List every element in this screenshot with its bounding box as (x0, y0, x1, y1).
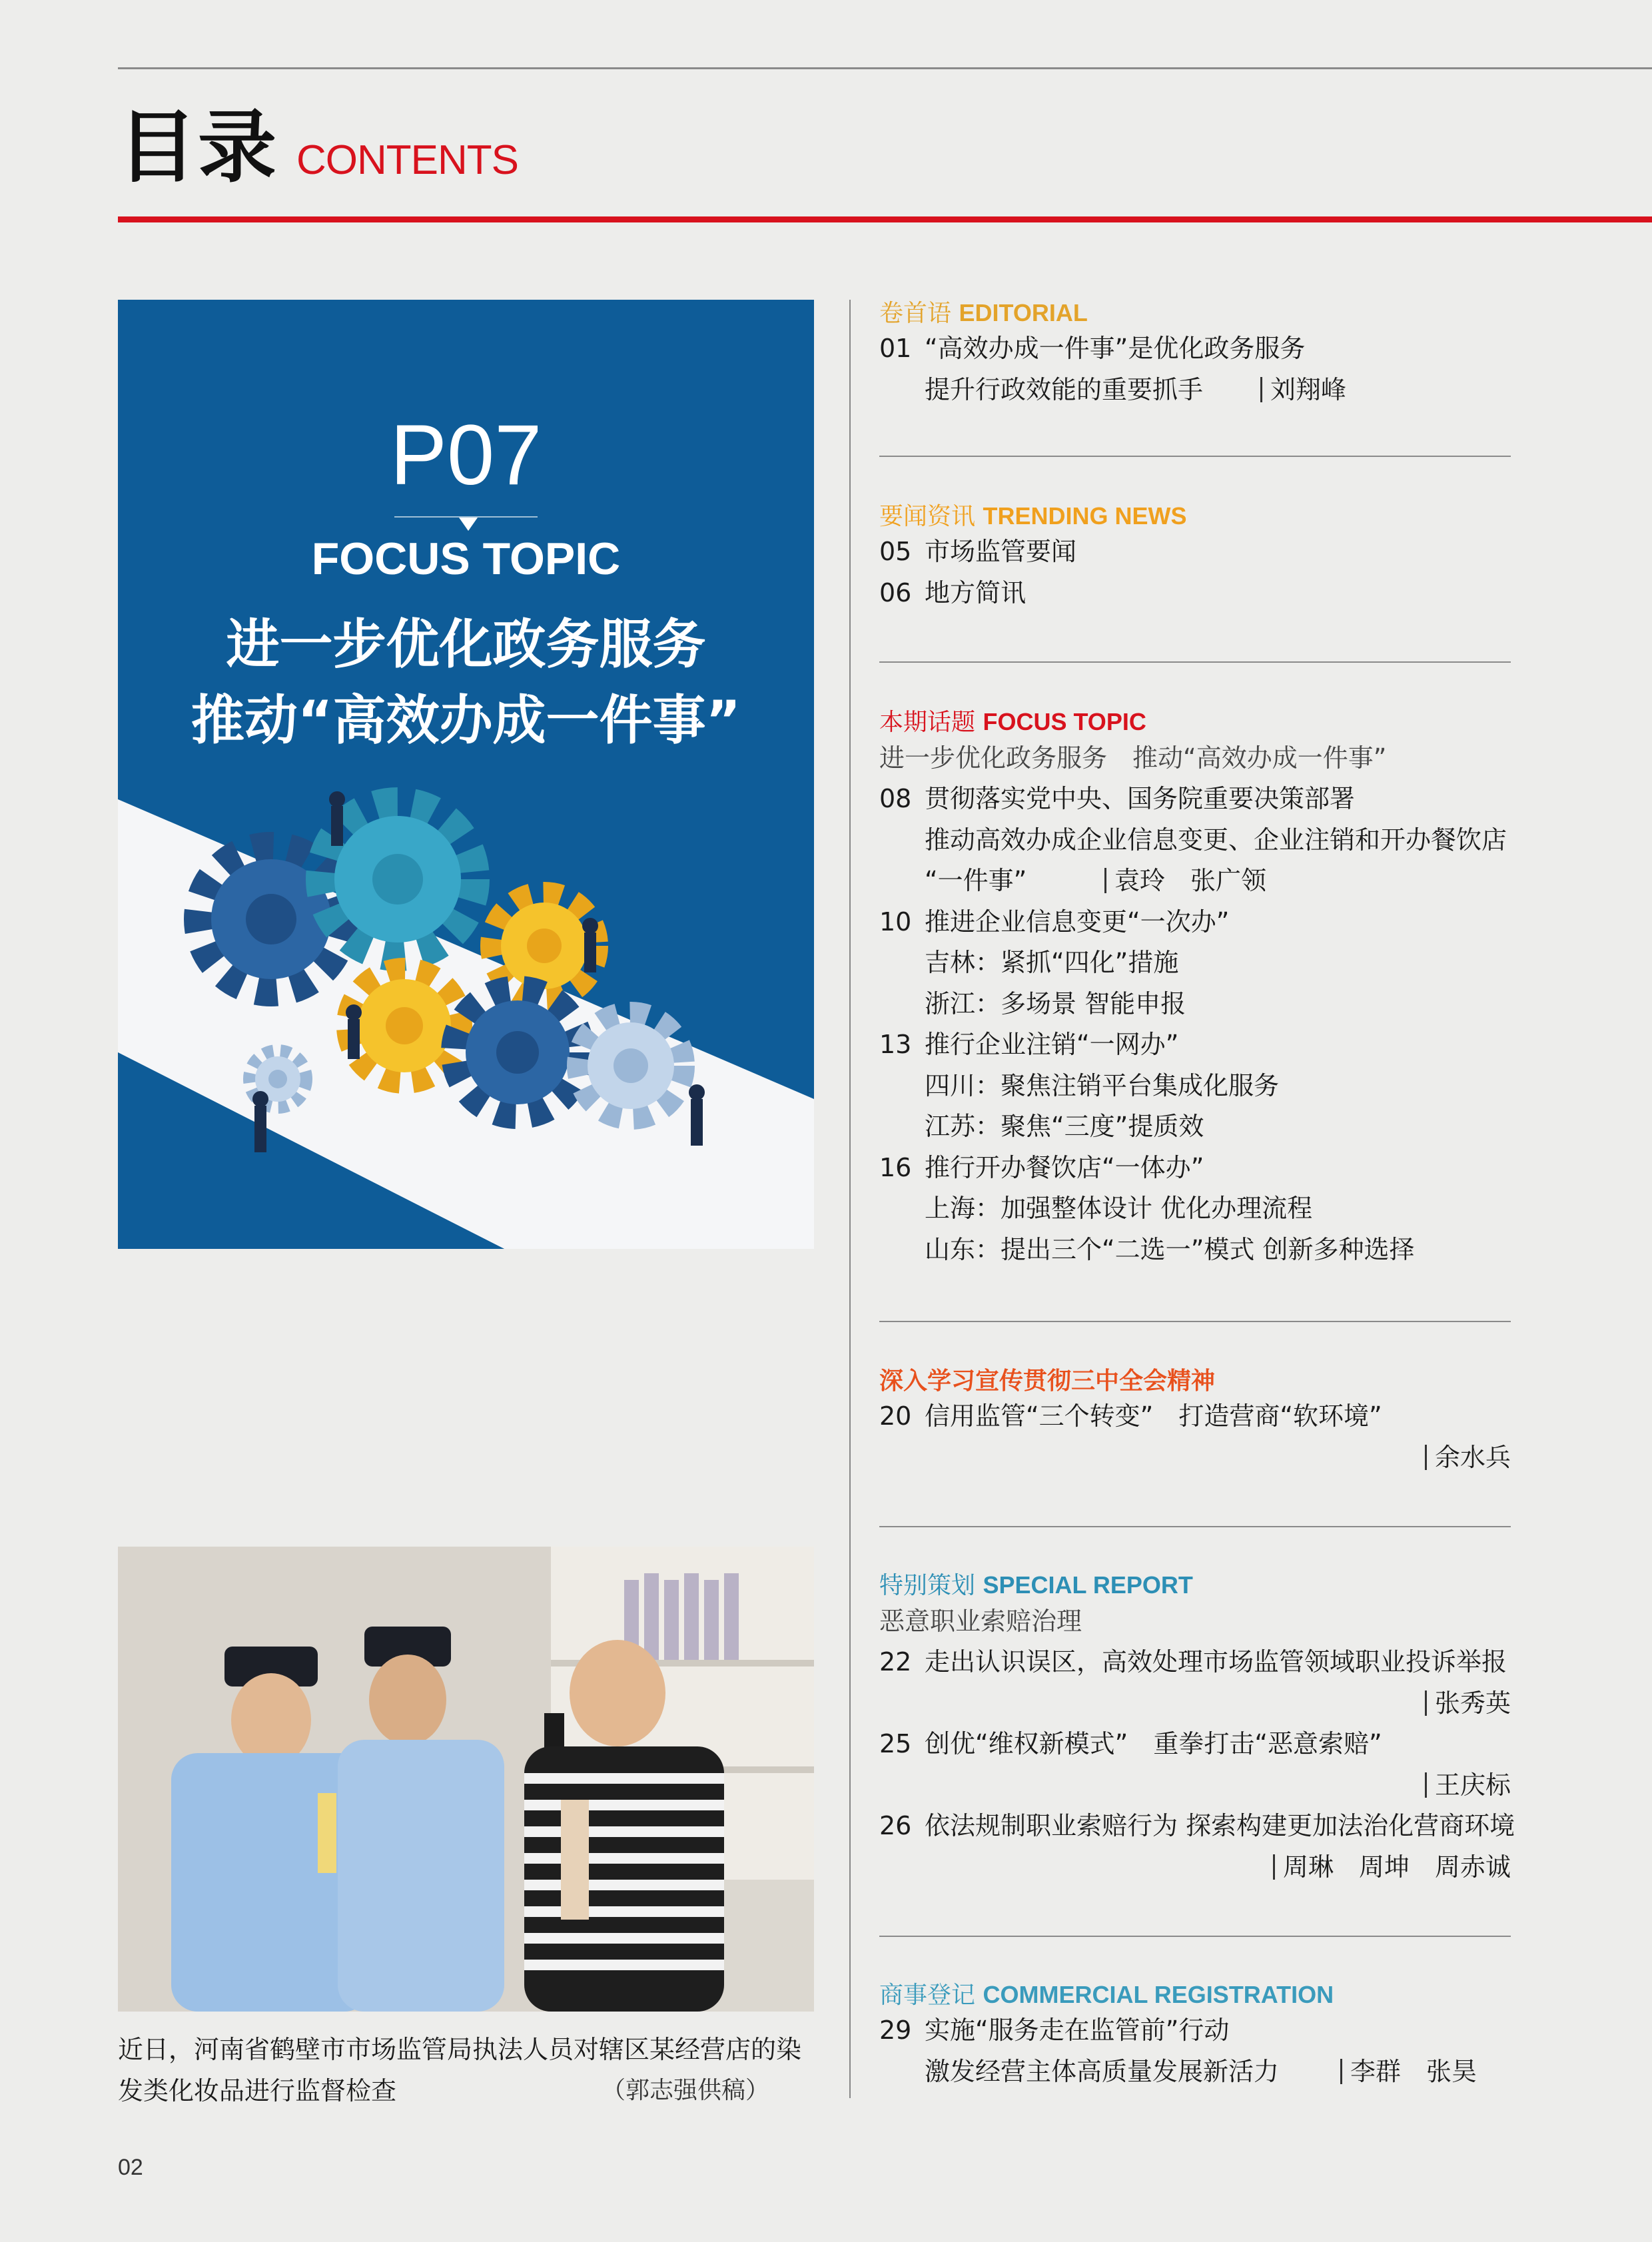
entry-title: “一件事” (925, 866, 1027, 895)
entry-title: 上海：加强整体设计 优化办理流程 (925, 1194, 1313, 1223)
toc-subentry[interactable] (879, 942, 1511, 984)
toc-entry[interactable] (879, 779, 1511, 820)
toc-section-editorial (879, 298, 1511, 410)
entry-page-number: 25 (879, 1729, 912, 1758)
entry-title: 四川：聚焦注销平台集成化服务 (925, 1070, 1280, 1100)
toc-entry-continued[interactable] (879, 861, 1511, 902)
entry-title: “高效办成一件事”是优化政务服务 (925, 334, 1306, 363)
entry-title: 推进企业信息变更“一次办” (925, 907, 1230, 936)
toc-entry[interactable] (879, 1148, 1511, 1189)
section-separator (879, 1936, 1511, 1937)
toc-entry-author-line (879, 1437, 1511, 1479)
author-name: 刘翔峰 (1270, 374, 1347, 404)
entry-title: 山东：提出三个“二选一”模式 创新多种选择 (925, 1234, 1415, 1264)
entry-page-number: 08 (879, 784, 912, 813)
entry-page-number: 26 (879, 1811, 912, 1840)
section-heading-en: EDITORIAL (959, 299, 1088, 326)
toc-entry[interactable] (879, 2010, 1511, 2052)
entry-title: 实施“服务走在监管前”行动 (925, 2016, 1230, 2045)
author-name: 王庆标 (1434, 1770, 1511, 1800)
section-heading-special (879, 1571, 1511, 1601)
section-heading-cn: 商事登记 (879, 1982, 976, 2009)
section-heading-cn: 特别策划 (879, 1572, 976, 1599)
entry-author (1104, 861, 1266, 902)
section-subtitle: 恶意职业索赔治理 (879, 1607, 1082, 1636)
entry-page-number: 16 (879, 1152, 912, 1182)
entry-title: 市场监管要闻 (925, 537, 1077, 566)
toc-entry-continued[interactable] (879, 370, 1511, 411)
author-name: 张秀英 (1434, 1688, 1511, 1718)
toc-subentry[interactable] (879, 1188, 1511, 1230)
section-heading-en: SPECIAL REPORT (983, 1571, 1193, 1599)
inspection-photo-illustration (118, 1547, 814, 2012)
entry-title: 依法规制职业索赔行为 探索构建更加法治化营商环境 (925, 1811, 1515, 1840)
toc-section-trending (879, 502, 1511, 613)
section-heading-en: TRENDING NEWS (983, 502, 1187, 530)
toc-section-study (879, 1367, 1511, 1478)
toc-section-commercial (879, 1980, 1511, 2092)
focus-topic-cover[interactable] (118, 300, 814, 1249)
entry-title: 创优“维权新模式” 重拳打击“恶意索赔” (925, 1729, 1382, 1758)
toc-subentry[interactable] (879, 1106, 1511, 1148)
entry-page-number: 06 (879, 577, 912, 607)
toc-entry[interactable] (879, 1806, 1515, 1847)
section-heading-study: 深入学习宣传贯彻三中全会精神 (879, 1367, 1216, 1395)
entry-title: 推动高效办成企业信息变更、企业注销和开办餐饮店 (925, 825, 1507, 855)
cover-label: FOCUS TOPIC (311, 534, 621, 584)
toc-entry-continued[interactable] (879, 820, 1511, 861)
column-divider (849, 300, 851, 2098)
entry-title: 提升行政效能的重要抓手 (925, 374, 1204, 404)
page-title-en: CONTENTS (296, 137, 519, 183)
toc-section-focus (879, 707, 1511, 1270)
entry-title: 江苏：聚焦“三度”提质效 (925, 1112, 1204, 1141)
entry-title: 吉林：紧抓“四化”措施 (925, 948, 1179, 977)
toc-subentry[interactable] (879, 1066, 1511, 1107)
section-separator (879, 1526, 1511, 1527)
entry-page-number: 10 (879, 907, 912, 936)
section-heading-en: COMMERCIAL REGISTRATION (983, 1981, 1334, 2008)
entry-title: 信用监管“三个转变” 打造营商“软环境” (925, 1401, 1382, 1431)
entry-author (1260, 370, 1346, 411)
entry-author (1425, 1765, 1511, 1806)
author-name: 袁玲 张广领 (1114, 866, 1267, 895)
toc-entry[interactable] (879, 532, 1511, 573)
entry-title: 贯彻落实党中央、国务院重要决策部署 (925, 784, 1356, 813)
entry-author (1425, 1437, 1511, 1479)
section-heading-cn: 本期话题 (879, 709, 976, 736)
toc-entry-author-line (879, 1683, 1511, 1724)
entry-title: 地方简讯 (925, 577, 1027, 607)
toc-subentry[interactable] (879, 1230, 1511, 1271)
header-red-rule (118, 216, 1652, 222)
entry-page-number: 22 (879, 1647, 912, 1677)
cover-page-number: P07 (390, 408, 542, 503)
toc-entry[interactable] (879, 1642, 1511, 1683)
entry-page-number: 13 (879, 1030, 912, 1059)
section-heading-focus (879, 707, 1511, 737)
section-heading-en: FOCUS TOPIC (983, 708, 1146, 735)
toc-entry[interactable] (879, 1724, 1511, 1765)
inspection-photo (118, 1547, 814, 2012)
toc-entry[interactable] (879, 1024, 1511, 1066)
toc-entry-continued[interactable] (879, 2052, 1511, 2093)
entry-title: 走出认识误区，高效处理市场监管领域职业投诉举报 (925, 1647, 1507, 1677)
entry-page-number: 29 (879, 2016, 912, 2045)
toc-subentry[interactable] (879, 984, 1511, 1025)
entry-title: 推行企业注销“一网办” (925, 1030, 1179, 1059)
entry-page-number: 05 (879, 537, 912, 566)
author-name: 周琳 周坤 周赤诚 (1282, 1852, 1511, 1882)
page-title: 目录 (118, 101, 278, 193)
toc-entry[interactable] (879, 902, 1511, 943)
cover-title-line2: 推动“高效办成一件事” (191, 689, 741, 751)
entry-author (1425, 1683, 1511, 1724)
section-separator (879, 661, 1511, 663)
toc-entry[interactable] (879, 1396, 1511, 1437)
section-subtitle: 进一步优化政务服务 推动“高效办成一件事” (879, 743, 1387, 773)
entry-page-number: 01 (879, 334, 912, 363)
toc-entry[interactable] (879, 573, 1511, 614)
cover-title-line1: 进一步优化政务服务 (226, 613, 706, 675)
author-name: 余水兵 (1434, 1442, 1511, 1472)
section-heading-commercial (879, 1980, 1511, 2010)
toc-section-special (879, 1571, 1515, 1888)
toc-entry-author-line (879, 1847, 1511, 1888)
page-header (118, 101, 519, 193)
triangle-down-icon (459, 518, 478, 531)
toc-entry[interactable] (879, 328, 1511, 370)
toc-entry-author-line (879, 1765, 1511, 1806)
section-heading-cn: 卷首语 (879, 300, 952, 327)
entry-page-number: 20 (879, 1401, 912, 1431)
section-separator (879, 1321, 1511, 1322)
photo-credit: （郭志强供稿） (601, 2077, 769, 2104)
top-rule (118, 67, 1652, 69)
section-separator (879, 456, 1511, 457)
author-name: 李群 张昊 (1350, 2056, 1477, 2086)
entry-author (1273, 1847, 1511, 1888)
entry-title: 浙江：多场景 智能申报 (925, 988, 1186, 1018)
entry-author (1340, 2052, 1477, 2093)
photo-caption: 近日，河南省鹤壁市市场监管局执法人员对辖区某经营店的染发类化妆品进行监督检查 (118, 2035, 802, 2105)
section-heading-trending (879, 502, 1511, 532)
section-heading-editorial (879, 298, 1511, 328)
entry-title: 激发经营主体高质量发展新活力 (925, 2056, 1280, 2086)
entry-title: 推行开办餐饮店“一体办” (925, 1152, 1204, 1182)
page-number: 02 (118, 2155, 143, 2180)
section-heading-cn: 要闻资讯 (879, 503, 976, 530)
